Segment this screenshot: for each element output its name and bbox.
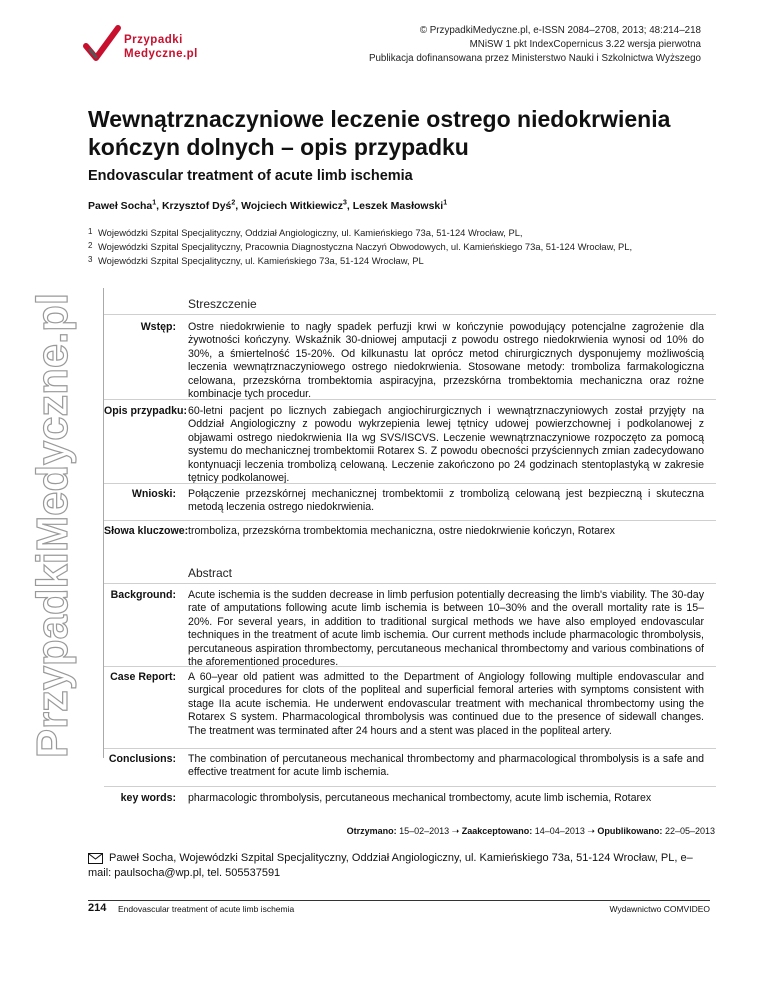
publication-dates: [347, 826, 715, 837]
section-rule: [104, 583, 716, 584]
background-label: Background:: [110, 589, 176, 601]
wstep-label: Wstęp:: [140, 321, 176, 333]
case-report-text: A 60–year old patient was admitted to the Department of Angiology following multiple endovascular and surgical procedures for clots of the popliteal and superficial femoral arteries with symptoms consistent with stage IIa acute ischemia. He underwent endovascular treatment with mechanical thrombectomy using the Rotarex S system. Pharmacological thrombolysis was continued due to the presence of sidewall changes. The treatment was terminated after 24 hours and a stent was placed in the popliteal artery.: [188, 671, 704, 737]
vertical-watermark: [23, 288, 78, 758]
author-list: Paweł Socha$^1$, Krzysztof Dyś$^2$, Wojciech Witkiewicz$^3$, Leszek Masłowski$^1$: [88, 199, 448, 212]
affiliation: [88, 255, 424, 266]
journal-logo: [80, 22, 205, 78]
published-date: 22–05–2013: [664, 826, 715, 836]
published-label: Opublikowano:: [597, 826, 663, 836]
section-rule: [104, 786, 716, 787]
received-date: 15–02–2013: [399, 826, 450, 836]
author-name: Wojciech Witkiewicz: [241, 200, 343, 212]
wnioski-text: Połączenie przezskórnej mechanicznej trombektomii z trombolizą celowaną jest bezpieczną i skuteczna metodą leczenia ostrego niedokrwienia.: [188, 488, 704, 514]
author-name: Krzysztof Dyś: [161, 200, 232, 212]
envelope-icon: [88, 853, 103, 864]
affiliation-text: Wojewódzki Szpital Specjalityczny, ul. Kamieńskiego 73a, 51-124 Wrocław, PL: [98, 255, 424, 266]
vertical-divider: [103, 288, 104, 758]
funding-note: Publikacja dofinansowana przez Ministerstwo Nauki i Szkolnictwa Wyższego: [368, 53, 701, 64]
affiliation: [88, 241, 632, 252]
key-words-text: pharmacologic thrombolysis, percutaneous mechanical trombectomy, acute limb ischemia, Rotarex: [188, 792, 652, 804]
author-name: Leszek Masłowski: [352, 200, 444, 212]
section-rule: [104, 399, 716, 400]
affiliation-number: 3: [88, 255, 93, 264]
conclusions-label: Conclusions:: [108, 753, 176, 765]
correspondence-address: [88, 851, 708, 881]
section-rule: [104, 314, 716, 315]
footer-rule: [88, 900, 710, 901]
arrow-right-icon: ➝: [587, 826, 595, 836]
journal-citation: © PrzypadkiMedyczne.pl, e-ISSN 2084–2708, 2013; 48:214–218: [419, 25, 701, 36]
correspondence-text: Paweł Socha, Wojewódzki Szpital Specjalityczny, Oddział Angiologiczny, ul. Kamieńskiego 73a, 51-124 Wrocław, PL, e–mail: paulsocha@wp.pl, tel. 505537591: [88, 852, 693, 879]
section-rule: [104, 748, 716, 749]
affiliation-text: Wojewódzki Szpital Specjalityczny, Oddział Angiologiczny, ul. Kamieńskiego 73a, 51-124 Wrocław, PL,: [98, 227, 523, 238]
affiliation: [88, 227, 523, 238]
opis-przypadku-text: 60-letni pacjent po licznych zabiegach angiochirurgicznych i wewnątrznaczyniowych został przyjęty na Oddział Angiologiczny z powodu wykrzepienia lewej tętnicy udowej powierzchownej i podkolanowej z objawami ostrego niedokrwienia IIa wg SVS/ISCVS. Leczenie wewnątrznaczyniowe rozpoczęto za pomocą systemu do mechanicznej trombektomii Rotarex S. Z powodu obecności przyściennych zmian zadecydowano kontynuacji leczenia trombolizą celowaną. Leczenie zakończono po 24 godzinach stentoplastyką w zakresie tętnicy podkolanowej.: [188, 405, 704, 485]
author-affiliation-mark: 3: [342, 199, 347, 207]
affiliation-number: 2: [88, 241, 93, 250]
author-affiliation-mark: 2: [231, 199, 236, 207]
streszczenie-heading: Streszczenie: [188, 297, 257, 311]
running-title: Endovascular treatment of acute limb ischemia: [118, 904, 295, 914]
publisher-name: Wydawnictwo COMVIDEO: [609, 904, 710, 914]
logo-text-line1: Przypadki: [124, 34, 183, 46]
article-subtitle: Endovascular treatment of acute limb ischemia: [88, 168, 413, 184]
arrow-right-icon: ➝: [451, 826, 460, 836]
logo-text-line2: Medyczne.pl: [124, 48, 198, 60]
checkmark-logo-icon: [80, 22, 124, 66]
abstract-heading: Abstract: [188, 566, 233, 580]
accepted-date: 14–04–2013: [534, 826, 585, 836]
journal-indexing: MNiSW 1 pkt IndexCopernicus 3.22 wersja pierwotna: [469, 39, 701, 50]
watermark-text: PrzypadkiMedyczne.pl: [28, 288, 77, 758]
conclusions-text: The combination of percutaneous mechanical thrombectomy and pharmacological thrombolysis is a safe and effective treatment for acute limb ischemia.: [188, 753, 704, 779]
accepted-label: Zaakceptowano:: [461, 826, 533, 836]
key-words-label: key words:: [120, 792, 176, 804]
article-title: Wewnątrznaczyniowe leczenie ostrego niedokrwienia kończyn dolnych – opis przypadku: [88, 106, 671, 160]
background-text: Acute ischemia is the sudden decrease in limb perfusion potentially decreasing the limb's viability. The 30-day rate of amputations following acute limb ischemia is between 10–30% and the overall mortality rate is 15–20%. For several years, in addition to traditional surgical methods we have also employed endovascular techniques in the treatment of acute limb ischemia. Our current methods include pharmacologic thrombolysis, percutaneous aspiration thrombectomy, percutaneous mechanical thrombectomy and various combinations of the aforementioned procedures.: [188, 589, 704, 669]
slowa-kluczowe-label: Słowa kluczowe:: [104, 525, 189, 537]
wstep-text: Ostre niedokrwienie to nagły spadek perfuzji krwi w kończynie powodujący potencjalne zagrożenie dla żywotności kończyny. Wskaźnik 30-dniowej amputacji z powodu ostrego niedokrwienia wynosi od 10% do 30%, a śmiertelność 15-20%. Od kilkunastu lat oprócz metod chirurgicznych dysponujemy możliwością leczenia wewnątrznaczyniowego ostrego niedokrwienia. Stosowane metody: tromboliza farmakologiczna celowana, przezskórna trombektomia aspiracyjna, przezskórna trombektomia mechaniczna oraz rożne kombinacje tych procedur.: [188, 321, 704, 401]
section-rule: [104, 666, 716, 667]
case-report-label: Case Report:: [110, 671, 176, 683]
affiliation-text: Wojewódzki Szpital Specjalityczny, Pracownia Diagnostyczna Naczyń Obwodowych, ul. Kamieńskiego 73a, 51-124 Wrocław, PL,: [98, 241, 633, 252]
received-label: Otrzymano:: [346, 826, 397, 836]
slowa-kluczowe-text: tromboliza, przezskórna trombektomia mechaniczna, ostre niedokrwienie kończyn, Rotarex: [188, 525, 615, 537]
section-rule: [104, 483, 716, 484]
author-name: Paweł Socha: [88, 200, 153, 212]
wnioski-label: Wnioski:: [131, 488, 176, 500]
author-affiliation-mark: 1: [152, 199, 157, 207]
section-rule: [104, 520, 716, 521]
author-affiliation-mark: 1: [443, 199, 448, 207]
opis-przypadku-label: Opis przypadku:: [104, 405, 187, 417]
affiliation-number: 1: [88, 227, 93, 236]
page-number: 214: [88, 902, 107, 914]
